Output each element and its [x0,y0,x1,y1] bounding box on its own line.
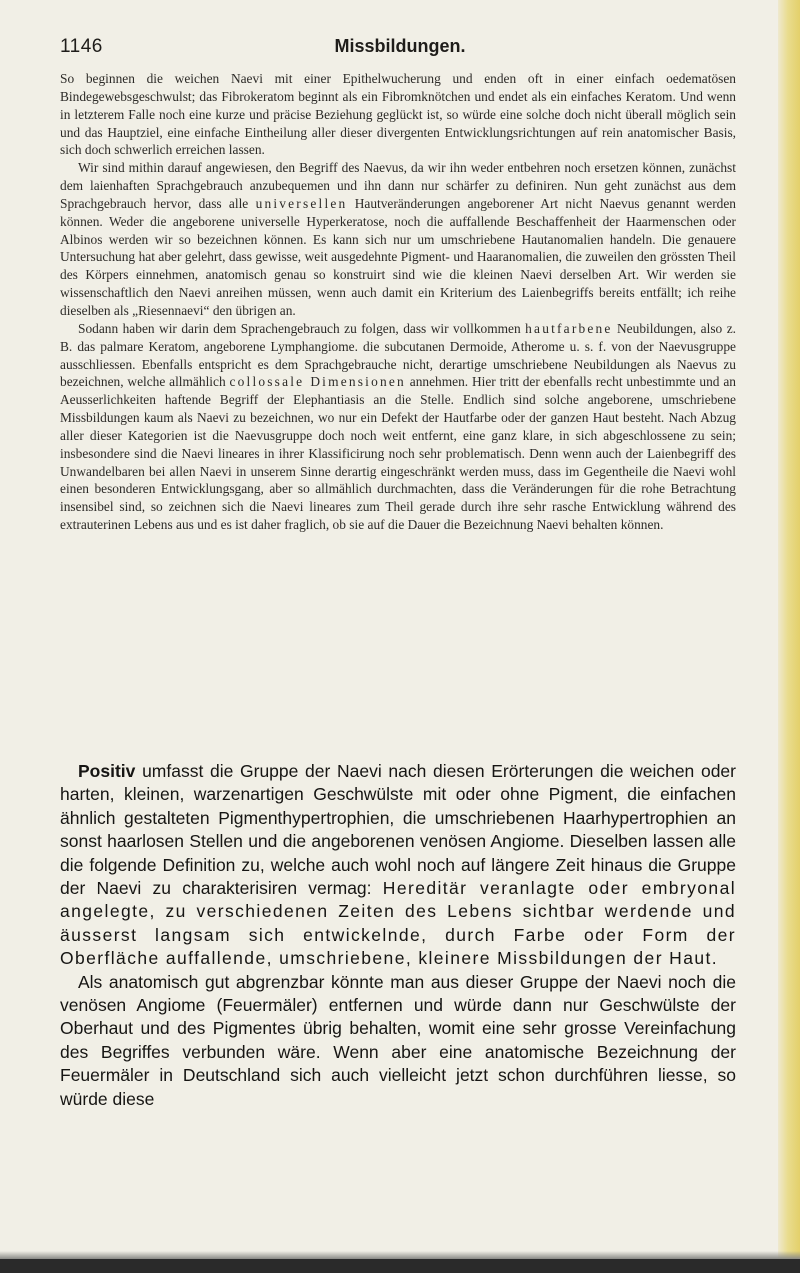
paragraph-2-emphasis: universellen [255,195,348,211]
paragraph-3-emphasis-1: hautfarbene [525,320,613,336]
paragraph-2 [60,159,736,320]
paragraph-3-emphasis-2: collossale Dimensionen [229,374,406,390]
page-edge-bottom-shadow [0,1251,800,1259]
page-header [60,36,740,60]
paragraph-2-text-a: Wir sind mithin darauf angewiesen, den Begriff des Naevus, da wir ihn weder entbehren noch ersetzen können, zunächst dem laienhaften Sprachgebrauch anzubequemen und ihn dann nur schärfer zu definiren. Nun geht zunächst aus dem Sprachgebrauch hervor, dass alle [60,160,736,211]
paragraph-2-text-b: Hautveränderungen angeborener Art nicht Naevus genannt werden können. Weder die angeborene universelle Hyperkeratose, noch die auffallende Beschaffenheit der Haarmenschen oder Albinos werden wir so bezeichnen können. Es kann sich nur um umschriebene Hautanomalien handeln. Die genauere Untersuchung hat aber gelehrt, dass gewisse, weit ausgedehnte Pigment- und Haaranomalien, die zuweilen den grössten Theil des Körpers einnehmen, anatomisch genau so konstruirt sind wie die kleinen Naevi derselben Art. Wir werden sie wissenschaftlich den Naevi anreihen müssen, wenn auch damit ein Kriterium des Laienbegriffs bereits entfällt; ich reihe dieselben als „Riesennaevi“ den übrigen an. [60,195,737,318]
definition-text: umfasst die Gruppe der Naevi nach diesen Erörterungen die weichen oder harten, kleinen, warzenartigen Geschwülste mit oder ohne Pigment, die einfachen ähnlich gestalteten Pigmenthypertrophien, die umschriebenen Haarhypertrophien an sonst haarlosen Stellen und die angeborenen venösen Angiome. Dieselben lassen alle die folgende Definition zu, welche auch wohl noch auf längere Zeit hinaus die Gruppe der Naevi zu charakterisiren vermag: [60,761,736,899]
page-number: 1146 [60,36,103,57]
paragraph-3-text-c: annehmen. Hier tritt der ebenfalls recht unbestimmte und an Aeusserlichkeiten haftende Begriff der Elephantiasis an die Stelle. Endlich sind solche angeborene, umschriebene Missbildungen kaum als Naevi zu bezeichnen, wo nur ein Defekt der Hautfarbe oder der ganzen Haut besteht. Nach Abzug aller dieser Kategorien ist die Naevusgruppe doch noch weit entfernt, eine ganz klare, in sich abgeschlossene zu sein; insbesondere sind die Naevi lineares in ihrer Klassificirung noch sehr problematisch. Denn wenn auch der Laienbegriff des Unwandelbaren bei allen Naevi in unserem Sinne derartig eingeschränkt werden muss, dass im Gegentheile die Naevi wohl einen besonderen Entwicklungsgang, aber so allmählich durchmachten, dass die Veränderungen für die rohe Betrachtung insensibel sind, so zeichnen sich die Naevi lineares zum Theil gerade durch ihre sehr rasche Entwicklung während des extrauterinen Lebens aus und es ist daher fraglich, ob sie auf die Dauer die Bezeichnung Naevi behalten können. [60,374,736,533]
definition-emphasis: Hereditär veranlagte oder embryonal angelegte, zu verschiedenen Zeiten des Lebens sichtbar werdende und äusserst langsam sich entwickelnde, durch Farbe oder Form der Oberfläche auffallende, umschriebene, kleinere Missbildungen der Haut. [60,878,736,969]
small-print-section [60,70,736,534]
page-edge-bottom [0,1259,800,1273]
large-print-section [60,760,736,1111]
paragraph-3-text-a: Sodann haben wir darin dem Sprachengebrauch zu folgen, dass wir vollkommen [78,320,521,336]
page-edge-right [778,0,800,1273]
paragraph-3-text-b: Neubildungen, also z. B. das palmare Keratom, angeborene Lymphangiome. die subcutanen Dermoide, Atherome u. s. f. von der Naevusgruppe ausschliessen. Ebenfalls entspricht es dem Sprachgebrauche nicht, derartige umschriebene Neubildungen als Naevus zu bezeichnen, welche allmählich [60,320,736,390]
definition-lead: Positiv [78,761,136,781]
paragraph-3 [60,320,736,534]
closing-paragraph: Als anatomisch gut abgrenzbar könnte man aus dieser Gruppe der Naevi noch die venösen Angiome (Feuermäler) entfernen und würde dann nur Geschwülste der Oberhaut und des Pigmentes übrig behalten, womit eine sehr grosse Vereinfachung des Begriffes verbunden wäre. Wenn aber eine anatomische Bezeichnung der Feuermäler in Deutschland sich auch vielleicht jetzt schon durchführen liesse, so würde diese [60,971,736,1109]
paragraph-1: So beginnen die weichen Naevi mit einer Epithelwucherung und enden oft in einer einfach oedematösen Bindegewebsgeschwulst; das Fibrokeratom beginnt als ein Fibromknötchen und endet als ein einfaches Keratom. Und wenn in letzterem Falle noch eine kurze und präcise Beziehung geglückt ist, so würde eine solche doch nicht überall möglich sein und das Hauptziel, eine einfache Eintheilung aller dieser divergenten Entwicklungsrichtungen auf rein anatomischer Basis, sich doch schwerlich erreichen lassen. [60,71,736,158]
definition-paragraph [60,760,736,971]
running-head: Missbildungen. [334,36,466,56]
